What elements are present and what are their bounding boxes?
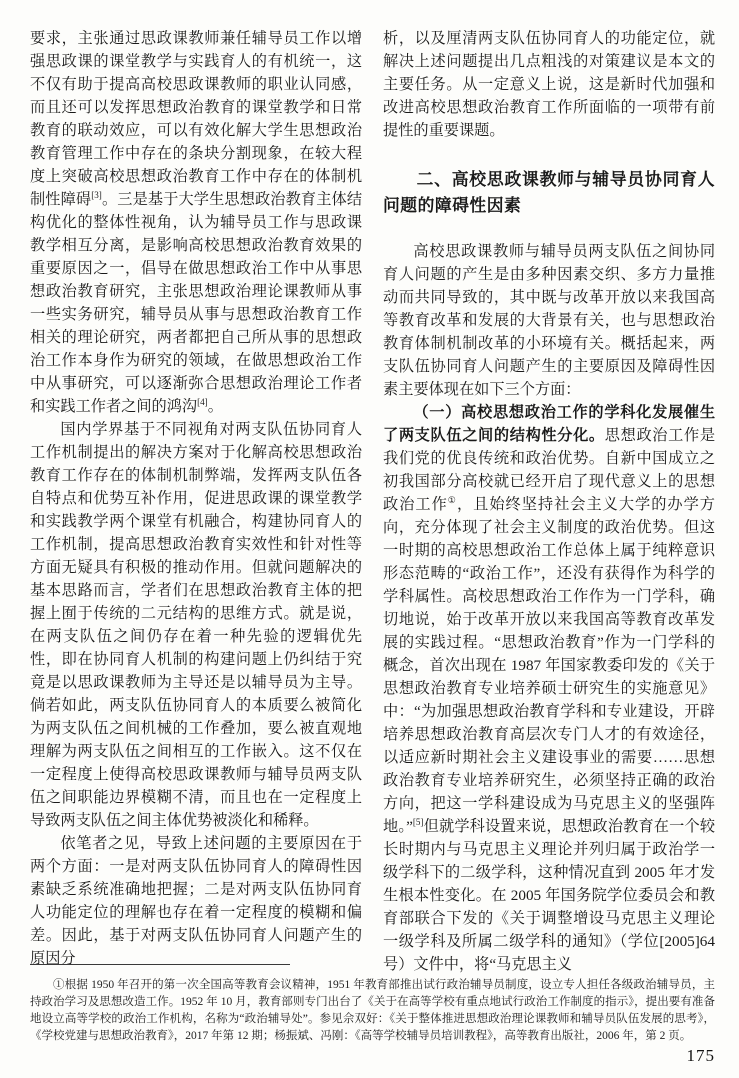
citation-marker: [3] (91, 189, 102, 200)
text-run: 高校思政课教师与辅导员两支队伍之间协同育人问题的产生是由多种因素交织、多方力量推动而共同导致的，其中既与改革开放以来我国高等教育改革和发展的大背景有关，也与思想政治教育体制机制改革的小环境有关。概括起来，两支队伍协同育人问题产生的主要原因及障碍性因素主要体现在如下三个方面： (383, 243, 715, 398)
footnote-text: ①根据 1950 年召开的第一次全国高等教育会议精神，1951 年教育部推出试行政治辅导员制度，设立专人担任各级政治辅导员，主持政治学习及思想改造工作。1952 年 10 月，教育部则专门出台了《关于在高等学校有重点地试行政治工作制度的指示》，提出要有准备地设立高等学校的政治工作机构，名称为“政治辅导处”。参见佘双好：《关于整体推进思想政治理论课教师和辅导员队伍发展的思考》，《学校党建与思想政治教育》，2017 年第 12 期；杨振斌、冯刚：《高等学校辅导员培训教程》，高等教育出版社，2006 年，第 2 页。 (30, 979, 715, 1042)
paragraph (383, 27, 715, 142)
text-run: 但就学科设置来说，思想政治教育在一个较长时期内与马克思主义理论并列归属于政治学一级学科下的二级学科，这种情况直到 2005 年才发生根本性变化。在 2005 年国务院学位委员会和教育部联合下发的《关于调整增设马克思主义理论一级学科及所属二级学科的通知》（学位[2005]64 号）文件中，将“马克思主义 (383, 818, 715, 973)
left-column (30, 27, 362, 976)
bold-lead-text: （一）高校思想政治工作的学科化发展催生了两支队伍之间的结构性分化。 (383, 404, 715, 444)
page-number: 175 (686, 1046, 715, 1065)
footnote-separator (30, 964, 290, 965)
right-column (383, 27, 715, 976)
text-run: 思想政治工作是我们党的优良传统和政治优势。自新中国成立之初我国部分高校就已经开启了现代意义上的思想政治工作 (383, 427, 716, 513)
section-heading (383, 167, 715, 219)
paragraph (383, 240, 715, 401)
paragraph (30, 418, 362, 832)
text-run: 。三是基于大学生思想政治教育主体结构优化的整体性视角，认为辅导员工作与思政课教学相互分离，是影响高校思想政治教育效果的重要原因之一，倡导在做思想政治工作中从事思想政治教育研究，主张思想政治理论课教师从事一些实务研究，辅导员从事与思想政治教育工作相关的理论研究，两者都把自己所从事的思想政治工作本身作为研究的领域，在做思想政治工作中从事研究，可以逐渐弥合思想政治理论工作者和实践工作者之间的鸿沟 (30, 191, 363, 415)
text-run: 依笔者之见，导致上述问题的主要原因在于两个方面：一是对两支队伍协同育人的障碍性因素缺乏系统准确地把握；二是对两支队伍协同育人功能定位的理解也存在着一定程度的模糊和偏差。因此，基于对两支队伍协同育人问题产生的原因分 (30, 835, 362, 967)
citation-marker: [4] (197, 396, 208, 407)
text-run: 要求，主张通过思政课教师兼任辅导员工作以增强思政课的课堂教学与实践育人的有机统一，这不仅有助于提高高校思政课教师的职业认同感，而且还可以发挥思想政治教育的课堂教学和日常教育的联动效应，可以有效化解大学生思想政治教育管理工作中存在的条块分割现象，在较大程度上突破高校思想政治教育工作中存在的体制机制性障碍 (30, 30, 362, 208)
text-run: 。 (207, 398, 223, 415)
citation-marker: [5] (412, 816, 424, 827)
paragraph (30, 832, 362, 970)
text-run: 析，以及厘清两支队伍协同育人的功能定位，就解决上述问题提出几点粗浅的对策建议是本文的主要任务。从一定意义上说，这是新时代加强和改进高校思想政治教育工作所面临的一项带有前提性的重要课题。 (383, 30, 715, 139)
citation-marker: ① (447, 494, 457, 505)
paragraph (30, 27, 362, 418)
text-run: 二、高校思政课教师与辅导员协同育人问题的障碍性因素 (383, 170, 715, 215)
text-run: 国内学界基于不同视角对两支队伍协同育人工作机制提出的解决方案对于化解高校思想政治教育工作存在的体制机制弊端，发挥两支队伍各自特点和优势互补作用，促进思政课的课堂教学和实践教学两个课堂有机融合，构建协同育人的工作机制，提高思想政治教育实效性和针对性等方面无疑具有积极的推动作用。但就问题解决的基本思路而言，学者们在思想政治教育主体的把握上囿于传统的二元结构的思维方式。就是说，在两支队伍之间仍存在着一种先验的逻辑优先性，即在协同育人机制的构建问题上仍纠结于究竟是以思政课教师为主导还是以辅导员为主导。倘若如此，两支队伍协同育人的本质要么被简化为两支队伍之间机械的工作叠加，要么被直观地理解为两支队伍之间相互的工作嵌入。这不仅在一定程度上使得高校思政课教师与辅导员两支队伍之间职能边界模糊不清，而且也在一定程度上导致两支队伍之间主体优势被淡化和稀释。 (30, 421, 362, 829)
paragraph (383, 401, 715, 976)
text-run: ，且始终坚持社会主义大学的办学方向，充分体现了社会主义制度的政治优势。但这一时期的高校思想政治工作总体上属于纯粹意识形态范畴的“政治工作”，还没有获得作为科学的学科属性。高校思想政治工作作为一门学科，确切地说，始于改革开放以来我国高等教育改革发展的实践过程。“思想政治教育”作为一门学科的概念，首次出现在 1987 年国家教委印发的《关于思想政治教育专业培养硕士研究生的实施意见》中：“为加强思想政治教育学科和专业建设，开辟培养思想政治教育高层次专门人才的有效途径，以适应新时期社会主义建设事业的需要……思想政治教育专业培养研究生，必须坚持正确的政治方向，把这一学科建设成为马克思主义的坚强阵地。” (383, 496, 715, 835)
footnote-area (30, 977, 715, 1045)
